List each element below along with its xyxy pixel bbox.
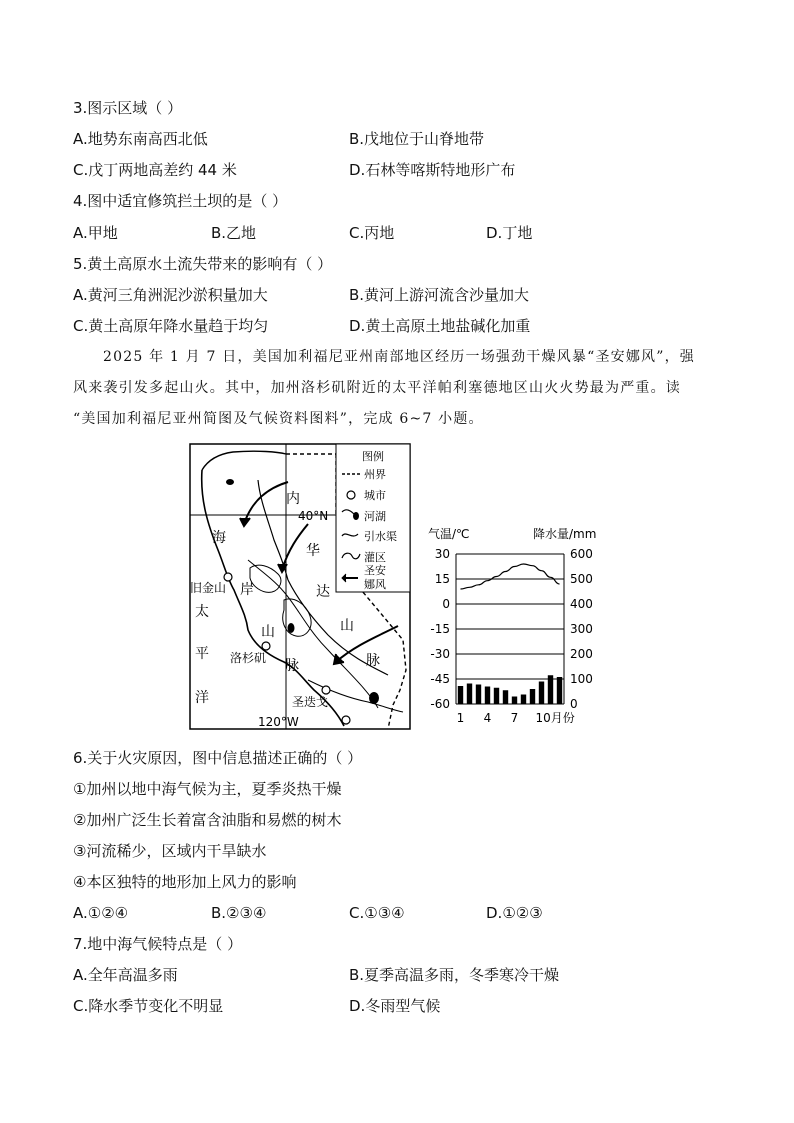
label-an: 岸 bbox=[240, 582, 254, 598]
lake-1 bbox=[226, 479, 234, 485]
city-los-angeles-dot bbox=[262, 642, 270, 650]
q7-option-d[interactable]: D.冬雨型气候 bbox=[349, 997, 441, 1015]
q6-statement-2: ②加州广泛生长着富含油脂和易燃的树木 bbox=[73, 811, 342, 829]
q5-option-a[interactable]: A.黄河三角洲泥沙淤积量加大 bbox=[73, 286, 268, 304]
label-nei: 内 bbox=[286, 491, 300, 507]
precipitation-bar bbox=[485, 687, 490, 705]
latitude-label: 40°N bbox=[298, 509, 329, 523]
x-tick-label: 10月份 bbox=[535, 711, 575, 725]
q7-option-a[interactable]: A.全年高温多雨 bbox=[73, 966, 178, 984]
y-left-tick-label: 30 bbox=[434, 547, 450, 561]
q4-option-a[interactable]: A.甲地 bbox=[73, 224, 118, 242]
city-san-francisco-dot bbox=[224, 573, 232, 581]
q5-option-d[interactable]: D.黄土高原土地盐碱化加重 bbox=[349, 317, 531, 335]
intro-paragraph bbox=[73, 342, 723, 435]
y-left-tick-label: 15 bbox=[434, 572, 450, 586]
city-extra-dot bbox=[342, 716, 350, 724]
q6-statement-1: ①加州以地中海气候为主，夏季炎热干燥 bbox=[73, 780, 342, 798]
y-right-tick-label: 400 bbox=[570, 597, 593, 611]
label-ping: 平 bbox=[195, 646, 209, 662]
intro-line-2: 风来袭引发多起山火。其中，加州洛杉矶附近的太平洋帕利塞德地区山火火势最为严重。读 bbox=[73, 380, 681, 396]
q3-stem: 3.图示区域（ ） bbox=[73, 99, 183, 117]
label-da: 达 bbox=[316, 584, 330, 600]
y-right-tick-label: 0 bbox=[570, 697, 578, 711]
q4-stem: 4.图中适宜修筑拦土坝的是（ ） bbox=[73, 192, 288, 210]
y-left-tick-label: -45 bbox=[430, 672, 450, 686]
x-tick-label: 1 bbox=[456, 711, 465, 725]
q6-option-b[interactable]: B.②③④ bbox=[211, 904, 267, 922]
label-tai: 太 bbox=[195, 604, 209, 620]
q7-stem: 7.地中海气候特点是（ ） bbox=[73, 935, 243, 953]
temperature-line bbox=[461, 564, 560, 589]
q4-option-c[interactable]: C.丙地 bbox=[349, 224, 395, 242]
label-hai: 海 bbox=[212, 530, 226, 546]
y-axis-right-label: 降水量/mm bbox=[533, 527, 597, 541]
y-left-tick-label: -60 bbox=[430, 697, 450, 711]
legend-wind-1: 圣安 bbox=[364, 564, 386, 577]
label-yang: 洋 bbox=[195, 690, 209, 706]
legend-canal: 引水渠 bbox=[364, 530, 397, 543]
city-san-francisco: 旧金山 bbox=[190, 581, 227, 595]
q4-option-d[interactable]: D.丁地 bbox=[486, 224, 533, 242]
city-san-diego-dot bbox=[322, 686, 330, 694]
precipitation-bar bbox=[503, 690, 508, 704]
y-right-tick-label: 100 bbox=[570, 672, 593, 686]
q3-option-c[interactable]: C.戊丁两地高差约 44 米 bbox=[73, 161, 237, 179]
q5-stem: 5.黄土高原水土流失带来的影响有（ ） bbox=[73, 255, 333, 273]
q3-option-a[interactable]: A.地势东南高西北低 bbox=[73, 130, 208, 148]
x-tick-label: 7 bbox=[510, 711, 519, 725]
y-right-tick-label: 300 bbox=[570, 622, 593, 636]
label-shan-2: 山 bbox=[261, 624, 275, 640]
q6-statement-3: ③河流稀少，区域内干旱缺水 bbox=[73, 842, 267, 860]
precipitation-bar bbox=[467, 684, 472, 705]
city-san-diego: 圣迭戈 bbox=[292, 695, 329, 709]
q6-option-d[interactable]: D.①②③ bbox=[486, 904, 543, 922]
label-mai-1: 脉 bbox=[366, 653, 380, 669]
q4-option-b[interactable]: B.乙地 bbox=[211, 224, 257, 242]
q3-option-d[interactable]: D.石林等喀斯特地形广布 bbox=[349, 161, 516, 179]
precipitation-bar bbox=[521, 695, 526, 705]
q5-option-b[interactable]: B.黄河上游河流含沙量加大 bbox=[349, 286, 530, 304]
y-right-tick-label: 200 bbox=[570, 647, 593, 661]
longitude-label: 120°W bbox=[258, 715, 299, 729]
precipitation-bar bbox=[557, 677, 562, 704]
label-hua: 华 bbox=[306, 543, 320, 559]
legend-city: 城市 bbox=[364, 489, 386, 502]
label-shan-1: 山 bbox=[340, 618, 354, 634]
precipitation-bar bbox=[476, 685, 481, 705]
y-right-tick-label: 600 bbox=[570, 547, 593, 561]
y-left-tick-label: 0 bbox=[442, 597, 450, 611]
y-axis-left-label: 气温/℃ bbox=[428, 527, 470, 541]
q6-statement-4: ④本区独特的地形加上风力的影响 bbox=[73, 873, 297, 891]
legend-irrigation: 灌区 bbox=[364, 551, 386, 564]
climate-chart bbox=[428, 526, 596, 725]
chart-ticks bbox=[430, 547, 593, 725]
legend-river-lake: 河湖 bbox=[364, 510, 386, 523]
q6-option-a[interactable]: A.①②④ bbox=[73, 904, 129, 922]
y-left-tick-label: -15 bbox=[430, 622, 450, 636]
legend-wind-2: 娜风 bbox=[364, 578, 386, 591]
label-mai-2: 脉 bbox=[285, 658, 299, 674]
q6-stem: 6.关于火灾原因，图中信息描述正确的（ ） bbox=[73, 749, 363, 767]
intro-line-1: 2025 年 1 月 7 日，美国加利福尼亚州南部地区经历一场强劲干燥风暴“圣安娜风”，强 bbox=[103, 349, 696, 365]
legend-title: 图例 bbox=[362, 450, 384, 463]
chart-bars bbox=[458, 675, 562, 704]
california-figure bbox=[188, 440, 608, 732]
precipitation-bar bbox=[494, 688, 499, 704]
precipitation-bar bbox=[512, 697, 517, 705]
x-tick-label: 4 bbox=[483, 711, 492, 725]
q6-option-c[interactable]: C.①③④ bbox=[349, 904, 405, 922]
q7-option-b[interactable]: B.夏季高温多雨，冬季寒冷干燥 bbox=[349, 966, 560, 984]
precipitation-bar bbox=[539, 682, 544, 705]
lake-3 bbox=[369, 692, 379, 704]
precipitation-bar bbox=[548, 675, 553, 704]
q3-option-b[interactable]: B.戊地位于山脊地带 bbox=[349, 130, 485, 148]
y-left-tick-label: -30 bbox=[430, 647, 450, 661]
q7-option-c[interactable]: C.降水季节变化不明显 bbox=[73, 997, 224, 1015]
y-right-tick-label: 500 bbox=[570, 572, 593, 586]
intro-line-3: “美国加利福尼亚州简图及气候资料图料”，完成 6~7 小题。 bbox=[73, 411, 484, 427]
precipitation-bar bbox=[458, 686, 463, 704]
q5-option-c[interactable]: C.黄土高原年降水量趋于均匀 bbox=[73, 317, 269, 335]
precipitation-bar bbox=[530, 689, 535, 704]
california-map bbox=[190, 444, 410, 729]
city-los-angeles: 洛杉矶 bbox=[230, 651, 267, 665]
map-legend bbox=[336, 444, 410, 592]
legend-state-border: 州界 bbox=[364, 468, 386, 481]
